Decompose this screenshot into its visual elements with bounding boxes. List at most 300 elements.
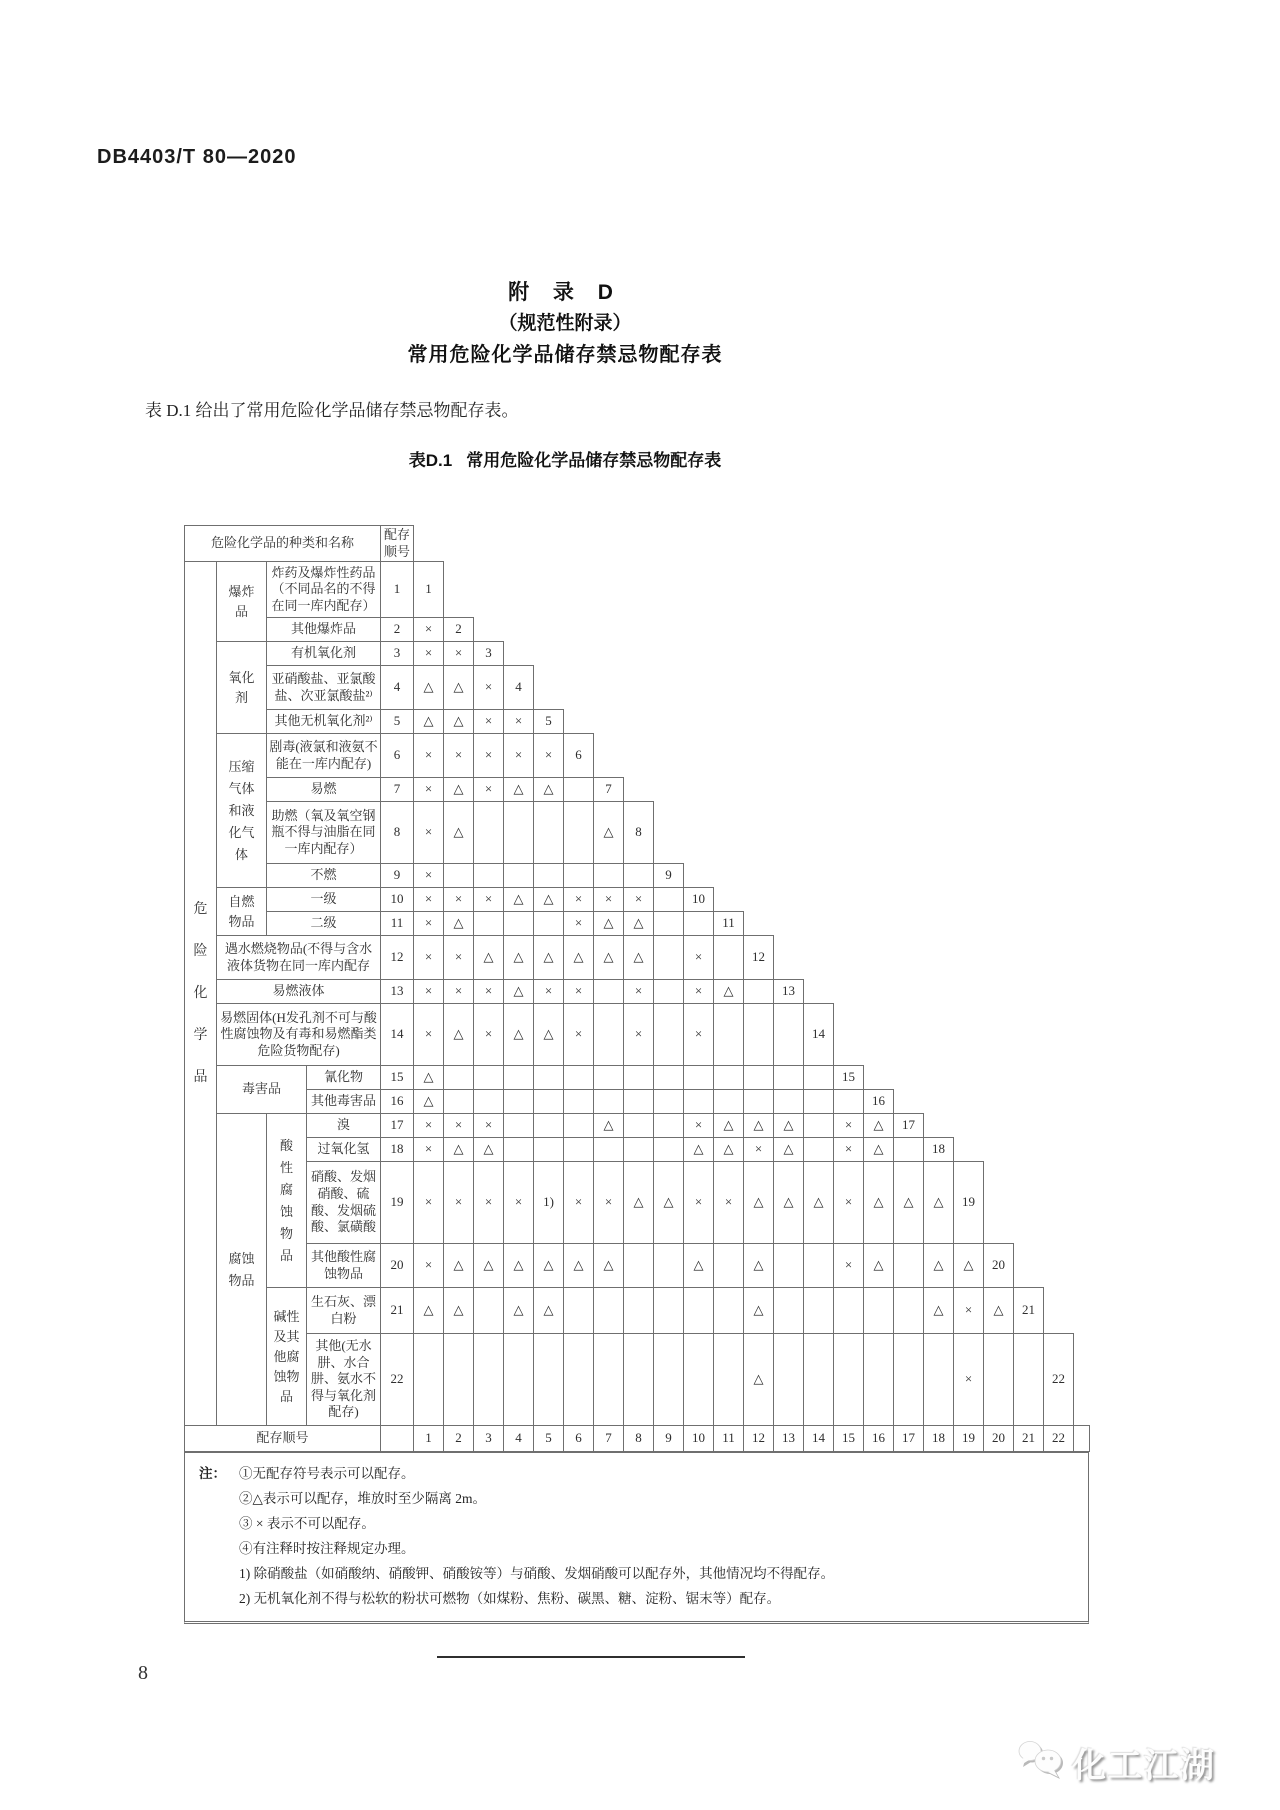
matrix-cell bbox=[534, 864, 564, 888]
subgroup-label: 酸性腐蚀物品 bbox=[280, 1137, 294, 1263]
matrix-cell: × bbox=[474, 1162, 504, 1244]
matrix-cell bbox=[654, 980, 684, 1004]
matrix-cell bbox=[774, 1334, 804, 1426]
matrix-cell: × bbox=[564, 888, 594, 912]
matrix-cell: × bbox=[474, 666, 504, 710]
matrix-cell: △ bbox=[534, 1004, 564, 1066]
matrix-cell: × bbox=[444, 980, 474, 1004]
table-row bbox=[185, 888, 1090, 912]
matrix-cell bbox=[504, 802, 534, 864]
group-cell-corrosive bbox=[217, 1114, 267, 1426]
footer-order-number-cell: 16 bbox=[864, 1426, 894, 1452]
matrix-cell bbox=[654, 1334, 684, 1426]
matrix-cell bbox=[624, 1244, 654, 1288]
matrix-cell: × bbox=[834, 1244, 864, 1288]
matrix-cell bbox=[534, 1066, 564, 1090]
diagonal-cell: 17 bbox=[894, 1114, 924, 1138]
group-label: 氧化剂 bbox=[228, 669, 255, 705]
matrix-cell: △ bbox=[504, 1004, 534, 1066]
subgroup-cell-alkaline bbox=[267, 1288, 307, 1426]
table-row bbox=[185, 1138, 1090, 1162]
diagonal-cell: 19 bbox=[954, 1162, 984, 1244]
footer-order-number-cell: 20 bbox=[984, 1426, 1014, 1452]
matrix-cell: △ bbox=[624, 1162, 654, 1244]
row-name-cell: 炸药及爆炸性药品（不同品名的不得在同一库内配存） bbox=[267, 562, 381, 618]
matrix-cell: × bbox=[624, 888, 654, 912]
footer-order-number-cell: 11 bbox=[714, 1426, 744, 1452]
matrix-cell bbox=[624, 1288, 654, 1334]
matrix-cell: × bbox=[534, 980, 564, 1004]
appendix-subtitle: （规范性附录） bbox=[498, 313, 632, 334]
matrix-cell bbox=[864, 1334, 894, 1426]
diagonal-cell: 12 bbox=[744, 936, 774, 980]
order-number-cell: 10 bbox=[381, 888, 414, 912]
matrix-cell: △ bbox=[504, 1244, 534, 1288]
table-row bbox=[185, 936, 1090, 980]
matrix-cell bbox=[564, 1114, 594, 1138]
matrix-cell bbox=[654, 1138, 684, 1162]
matrix-cell bbox=[834, 1090, 864, 1114]
matrix-cell: × bbox=[624, 980, 654, 1004]
matrix-cell: △ bbox=[594, 1114, 624, 1138]
row-name-cell: 生石灰、漂白粉 bbox=[307, 1288, 381, 1334]
matrix-cell bbox=[744, 1004, 774, 1066]
footer-order-number-cell: 10 bbox=[684, 1426, 714, 1452]
matrix-cell: × bbox=[414, 1162, 444, 1244]
matrix-cell bbox=[444, 1334, 474, 1426]
matrix-cell: × bbox=[474, 888, 504, 912]
matrix-cell: × bbox=[684, 1004, 714, 1066]
matrix-cell bbox=[804, 1138, 834, 1162]
header-order-label: 配存顺号 bbox=[384, 527, 411, 560]
matrix-cell: △ bbox=[714, 1114, 744, 1138]
order-number-cell: 11 bbox=[381, 912, 414, 936]
row-name-cell: 氰化物 bbox=[307, 1066, 381, 1090]
footer-order-number-cell: 7 bbox=[594, 1426, 624, 1452]
appendix-title: 附 录 D bbox=[508, 281, 622, 304]
matrix-cell: × bbox=[474, 710, 504, 734]
matrix-cell bbox=[594, 1138, 624, 1162]
order-number-cell: 18 bbox=[381, 1138, 414, 1162]
matrix-cell bbox=[504, 1066, 534, 1090]
matrix-cell: × bbox=[444, 1114, 474, 1138]
matrix-cell: △ bbox=[414, 1288, 444, 1334]
matrix-cell bbox=[624, 1114, 654, 1138]
matrix-cell bbox=[834, 1334, 864, 1426]
matrix-cell bbox=[744, 980, 774, 1004]
matrix-cell bbox=[594, 1334, 624, 1426]
matrix-cell: × bbox=[444, 936, 474, 980]
group-cell-explosives bbox=[217, 562, 267, 642]
matrix-cell bbox=[624, 1090, 654, 1114]
chat-bubbles-icon bbox=[1018, 1739, 1066, 1786]
matrix-cell bbox=[594, 864, 624, 888]
matrix-cell bbox=[624, 1138, 654, 1162]
matrix-cell: × bbox=[714, 1162, 744, 1244]
note-item: ④有注释时按注释规定办理。 bbox=[239, 1541, 415, 1556]
matrix-cell: × bbox=[414, 734, 444, 778]
matrix-cell bbox=[534, 1138, 564, 1162]
row-name-cell: 过氧化氢 bbox=[307, 1138, 381, 1162]
compatibility-table bbox=[184, 525, 1089, 1624]
order-number-cell: 7 bbox=[381, 778, 414, 802]
footer-order-number-cell: 2 bbox=[444, 1426, 474, 1452]
matrix-cell bbox=[474, 864, 504, 888]
matrix-cell bbox=[684, 1288, 714, 1334]
matrix-cell: × bbox=[834, 1114, 864, 1138]
group-label: 腐蚀物品 bbox=[228, 1250, 255, 1288]
page-number: 8 bbox=[138, 1662, 148, 1684]
matrix-cell: × bbox=[444, 888, 474, 912]
matrix-cell bbox=[504, 1114, 534, 1138]
matrix-cell bbox=[774, 1244, 804, 1288]
table-row bbox=[185, 734, 1090, 778]
order-number-cell: 4 bbox=[381, 666, 414, 710]
matrix-cell: × bbox=[954, 1288, 984, 1334]
table-row bbox=[185, 1114, 1090, 1138]
matrix-cell: × bbox=[474, 1114, 504, 1138]
note-item: 1) 除硝酸盐（如硝酸纳、硝酸钾、硝酸铵等）与硝酸、发烟硝酸可以配存外，其他情况均不得配存。 bbox=[239, 1566, 835, 1581]
order-number-cell: 5 bbox=[381, 710, 414, 734]
order-number-cell: 8 bbox=[381, 802, 414, 864]
footer-order-number-cell: 14 bbox=[804, 1426, 834, 1452]
row-name-cell: 其他(无水肼、水合肼、氨水不得与氧化剂配存) bbox=[307, 1334, 381, 1426]
matrix-cell: △ bbox=[504, 1288, 534, 1334]
table-caption-title: 常用危险化学品储存禁忌物配存表 bbox=[466, 451, 722, 470]
notes-label: 注： bbox=[199, 1466, 226, 1481]
matrix-cell bbox=[714, 1066, 744, 1090]
matrix-cell: × bbox=[594, 1162, 624, 1244]
matrix-cell: × bbox=[474, 778, 504, 802]
note-item: ①无配存符号表示可以配存。 bbox=[239, 1466, 415, 1481]
note-item: ③ × 表示不可以配存。 bbox=[239, 1516, 375, 1531]
matrix-cell: × bbox=[444, 734, 474, 778]
order-number-cell: 12 bbox=[381, 936, 414, 980]
matrix-cell: △ bbox=[504, 936, 534, 980]
table-row bbox=[185, 1090, 1090, 1114]
matrix-cell: △ bbox=[924, 1244, 954, 1288]
group-cell-compressed-gases bbox=[217, 734, 267, 888]
matrix-cell bbox=[474, 1090, 504, 1114]
matrix-cell: △ bbox=[414, 710, 444, 734]
matrix-cell: △ bbox=[444, 1138, 474, 1162]
matrix-cell: × bbox=[504, 710, 534, 734]
matrix-cell bbox=[714, 1334, 744, 1426]
matrix-cell bbox=[564, 802, 594, 864]
diagonal-cell: 3 bbox=[474, 642, 504, 666]
matrix-cell: × bbox=[414, 912, 444, 936]
matrix-cell: △ bbox=[864, 1162, 894, 1244]
table-row bbox=[185, 1066, 1090, 1090]
matrix-cell: △ bbox=[534, 1244, 564, 1288]
matrix-cell: △ bbox=[744, 1244, 774, 1288]
matrix-cell bbox=[564, 1138, 594, 1162]
matrix-cell bbox=[474, 1066, 504, 1090]
matrix-cell: △ bbox=[534, 936, 564, 980]
matrix-cell: △ bbox=[414, 1090, 444, 1114]
notes-box bbox=[184, 1452, 1089, 1624]
matrix-cell: × bbox=[564, 1004, 594, 1066]
table-row bbox=[185, 980, 1090, 1004]
row-name-cell: 硝酸、发烟硝酸、硫酸、发烟硫酸、氯磺酸 bbox=[307, 1162, 381, 1244]
matrix-cell: × bbox=[474, 1004, 504, 1066]
matrix-cell: × bbox=[684, 980, 714, 1004]
matrix-cell: × bbox=[834, 1138, 864, 1162]
matrix-cell bbox=[984, 1334, 1014, 1426]
order-number-cell: 21 bbox=[381, 1288, 414, 1334]
matrix-cell: △ bbox=[744, 1162, 774, 1244]
matrix-cell bbox=[654, 1066, 684, 1090]
matrix-cell: × bbox=[684, 1114, 714, 1138]
matrix-cell: × bbox=[414, 980, 444, 1004]
footer-order-number-cell: 3 bbox=[474, 1426, 504, 1452]
matrix-cell: × bbox=[414, 642, 444, 666]
matrix-cell bbox=[894, 1334, 924, 1426]
group-cell-pyrophoric bbox=[217, 888, 267, 936]
footer-order-number-cell: 1 bbox=[414, 1426, 444, 1452]
order-number-cell: 22 bbox=[381, 1334, 414, 1426]
matrix-cell: △ bbox=[414, 666, 444, 710]
order-number-cell: 6 bbox=[381, 734, 414, 778]
footer-order-number-cell: 5 bbox=[534, 1426, 564, 1452]
row-name-cell: 其他毒害品 bbox=[307, 1090, 381, 1114]
root-category-label: 危险化学品 bbox=[193, 901, 208, 1085]
order-number-cell: 17 bbox=[381, 1114, 414, 1138]
matrix-cell bbox=[654, 936, 684, 980]
matrix-cell bbox=[714, 1244, 744, 1288]
matrix-cell bbox=[504, 1138, 534, 1162]
matrix-cell bbox=[534, 802, 564, 864]
root-category-cell bbox=[185, 562, 217, 1426]
footer-order-number-cell: 21 bbox=[1014, 1426, 1044, 1452]
table-row bbox=[185, 778, 1090, 802]
matrix-cell bbox=[564, 1334, 594, 1426]
matrix-cell bbox=[564, 1090, 594, 1114]
matrix-cell: × bbox=[834, 1162, 864, 1244]
table-row bbox=[185, 1004, 1090, 1066]
footer-order-number-cell: 13 bbox=[774, 1426, 804, 1452]
matrix-cell: △ bbox=[444, 802, 474, 864]
table-row bbox=[185, 864, 1090, 888]
matrix-cell: △ bbox=[444, 666, 474, 710]
subgroup-label: 碱性及其他腐蚀物品 bbox=[273, 1308, 300, 1404]
matrix-cell bbox=[474, 1288, 504, 1334]
matrix-cell: △ bbox=[864, 1138, 894, 1162]
diagonal-cell: 22 bbox=[1044, 1334, 1074, 1426]
matrix-cell bbox=[654, 1288, 684, 1334]
matrix-cell: △ bbox=[804, 1162, 834, 1244]
matrix-cell: × bbox=[414, 802, 444, 864]
diagonal-cell: 9 bbox=[654, 864, 684, 888]
matrix-cell bbox=[594, 1066, 624, 1090]
matrix-cell: △ bbox=[774, 1162, 804, 1244]
table-row bbox=[185, 642, 1090, 666]
order-number-cell: 16 bbox=[381, 1090, 414, 1114]
matrix-cell: × bbox=[414, 888, 444, 912]
matrix-cell bbox=[744, 1066, 774, 1090]
diagonal-cell: 20 bbox=[984, 1244, 1014, 1288]
footer-edge-cell bbox=[1074, 1426, 1090, 1452]
note-item: 2) 无机氧化剂不得与松软的粉状可燃物（如煤粉、焦粉、碳黑、糖、淀粉、锯末等）配存。 bbox=[239, 1591, 781, 1606]
matrix-cell: △ bbox=[504, 778, 534, 802]
diagonal-cell: 15 bbox=[834, 1066, 864, 1090]
matrix-cell: △ bbox=[594, 936, 624, 980]
order-number-cell: 9 bbox=[381, 864, 414, 888]
footer-order-number-cell: 22 bbox=[1044, 1426, 1074, 1452]
matrix-cell bbox=[594, 1288, 624, 1334]
matrix-cell bbox=[594, 1004, 624, 1066]
matrix-cell: × bbox=[684, 1162, 714, 1244]
matrix-cell: △ bbox=[924, 1288, 954, 1334]
table-row bbox=[185, 802, 1090, 864]
matrix-cell: △ bbox=[624, 912, 654, 936]
matrix-cell bbox=[564, 1066, 594, 1090]
matrix-cell bbox=[624, 1334, 654, 1426]
compatibility-matrix bbox=[184, 525, 1090, 1452]
footer-order-blank-cell bbox=[381, 1426, 414, 1452]
diagonal-cell: 2 bbox=[444, 618, 474, 642]
matrix-cell: △ bbox=[444, 710, 474, 734]
table-row bbox=[185, 618, 1090, 642]
matrix-cell: △ bbox=[594, 912, 624, 936]
matrix-cell bbox=[804, 1114, 834, 1138]
matrix-cell: △ bbox=[444, 778, 474, 802]
matrix-cell bbox=[654, 1004, 684, 1066]
matrix-cell: × bbox=[504, 1162, 534, 1244]
row-name-cell: 遇水燃烧物品(不得与含水液体货物在同一库内配存 bbox=[217, 936, 381, 980]
matrix-cell bbox=[564, 778, 594, 802]
matrix-cell bbox=[444, 864, 474, 888]
matrix-cell bbox=[804, 1244, 834, 1288]
footer-order-number-cell: 6 bbox=[564, 1426, 594, 1452]
matrix-cell bbox=[774, 1004, 804, 1066]
matrix-cell bbox=[534, 1114, 564, 1138]
matrix-cell: △ bbox=[924, 1162, 954, 1244]
matrix-cell bbox=[804, 1066, 834, 1090]
matrix-cell: △ bbox=[534, 888, 564, 912]
matrix-cell bbox=[414, 1334, 444, 1426]
matrix-cell bbox=[774, 1090, 804, 1114]
matrix-cell bbox=[894, 1138, 924, 1162]
matrix-cell bbox=[504, 1334, 534, 1426]
matrix-cell bbox=[474, 1334, 504, 1426]
matrix-cell: × bbox=[444, 642, 474, 666]
order-number-cell: 3 bbox=[381, 642, 414, 666]
appendix-table-name: 常用危险化学品储存禁忌物配存表 bbox=[407, 344, 723, 366]
row-name-cell: 助燃（氧及氧空钢瓶不得与油脂在同一库内配存） bbox=[267, 802, 381, 864]
matrix-cell bbox=[654, 888, 684, 912]
table-row bbox=[185, 912, 1090, 936]
table-footer-row bbox=[185, 1426, 1090, 1452]
diagonal-cell: 10 bbox=[684, 888, 714, 912]
footer-order-number-cell: 19 bbox=[954, 1426, 984, 1452]
matrix-cell bbox=[654, 1090, 684, 1114]
diagonal-cell: 21 bbox=[1014, 1288, 1044, 1334]
matrix-cell bbox=[894, 1244, 924, 1288]
matrix-cell: × bbox=[444, 1162, 474, 1244]
group-label: 自燃物品 bbox=[228, 893, 255, 929]
matrix-cell: × bbox=[564, 1162, 594, 1244]
matrix-cell: △ bbox=[444, 1288, 474, 1334]
group-label: 压缩气体和液化气体 bbox=[228, 758, 255, 862]
matrix-cell bbox=[774, 1066, 804, 1090]
matrix-cell: × bbox=[414, 1138, 444, 1162]
matrix-cell bbox=[444, 1090, 474, 1114]
matrix-cell bbox=[864, 1288, 894, 1334]
diagonal-cell: 4 bbox=[504, 666, 534, 710]
end-of-text-rule bbox=[437, 1656, 745, 1658]
matrix-cell: × bbox=[744, 1138, 774, 1162]
order-number-cell: 19 bbox=[381, 1162, 414, 1244]
matrix-cell: △ bbox=[864, 1244, 894, 1288]
matrix-cell: △ bbox=[864, 1114, 894, 1138]
matrix-cell bbox=[1014, 1334, 1044, 1426]
matrix-cell: △ bbox=[714, 980, 744, 1004]
matrix-cell: △ bbox=[714, 1138, 744, 1162]
matrix-cell: △ bbox=[894, 1162, 924, 1244]
row-name-cell: 溴 bbox=[307, 1114, 381, 1138]
footer-order-number-cell: 17 bbox=[894, 1426, 924, 1452]
diagonal-cell: 11 bbox=[714, 912, 744, 936]
matrix-cell: × bbox=[474, 734, 504, 778]
matrix-cell bbox=[504, 864, 534, 888]
group-label: 爆炸品 bbox=[228, 583, 255, 619]
matrix-cell bbox=[504, 1090, 534, 1114]
matrix-cell: △ bbox=[684, 1244, 714, 1288]
table-caption bbox=[0, 446, 1130, 471]
footer-order-number-cell: 8 bbox=[624, 1426, 654, 1452]
matrix-cell: × bbox=[414, 864, 444, 888]
matrix-cell bbox=[564, 1288, 594, 1334]
matrix-cell bbox=[624, 864, 654, 888]
matrix-cell: × bbox=[594, 888, 624, 912]
matrix-cell: △ bbox=[624, 936, 654, 980]
matrix-cell bbox=[924, 1334, 954, 1426]
matrix-cell: △ bbox=[774, 1114, 804, 1138]
group-cell-toxic: 毒害品 bbox=[217, 1066, 307, 1114]
table-row bbox=[185, 1288, 1090, 1334]
matrix-cell: △ bbox=[474, 1244, 504, 1288]
matrix-cell: × bbox=[504, 734, 534, 778]
document-code: DB4403/T 80—2020 bbox=[97, 146, 297, 168]
footer-order-number-cell: 9 bbox=[654, 1426, 684, 1452]
watermark bbox=[1018, 1738, 1216, 1787]
row-name-cell: 剧毒(液氯和液氨不能在一库内配存) bbox=[267, 734, 381, 778]
table-row bbox=[185, 562, 1090, 618]
row-name-cell: 其他爆炸品 bbox=[267, 618, 381, 642]
diagonal-cell: 13 bbox=[774, 980, 804, 1004]
matrix-cell bbox=[654, 912, 684, 936]
matrix-cell bbox=[474, 912, 504, 936]
matrix-cell: × bbox=[414, 1114, 444, 1138]
matrix-cell bbox=[594, 980, 624, 1004]
diagonal-cell: 1 bbox=[414, 562, 444, 618]
matrix-cell bbox=[804, 1334, 834, 1426]
table-row bbox=[185, 710, 1090, 734]
order-number-cell: 2 bbox=[381, 618, 414, 642]
matrix-cell bbox=[804, 1090, 834, 1114]
matrix-cell: × bbox=[414, 618, 444, 642]
matrix-cell: △ bbox=[474, 1138, 504, 1162]
matrix-cell bbox=[714, 1090, 744, 1114]
diagonal-cell: 5 bbox=[534, 710, 564, 734]
matrix-cell: × bbox=[414, 1244, 444, 1288]
watermark-text: 化工江湖 bbox=[1072, 1747, 1216, 1785]
matrix-cell bbox=[684, 1334, 714, 1426]
matrix-cell bbox=[774, 1288, 804, 1334]
matrix-cell bbox=[714, 936, 744, 980]
matrix-cell: × bbox=[564, 912, 594, 936]
